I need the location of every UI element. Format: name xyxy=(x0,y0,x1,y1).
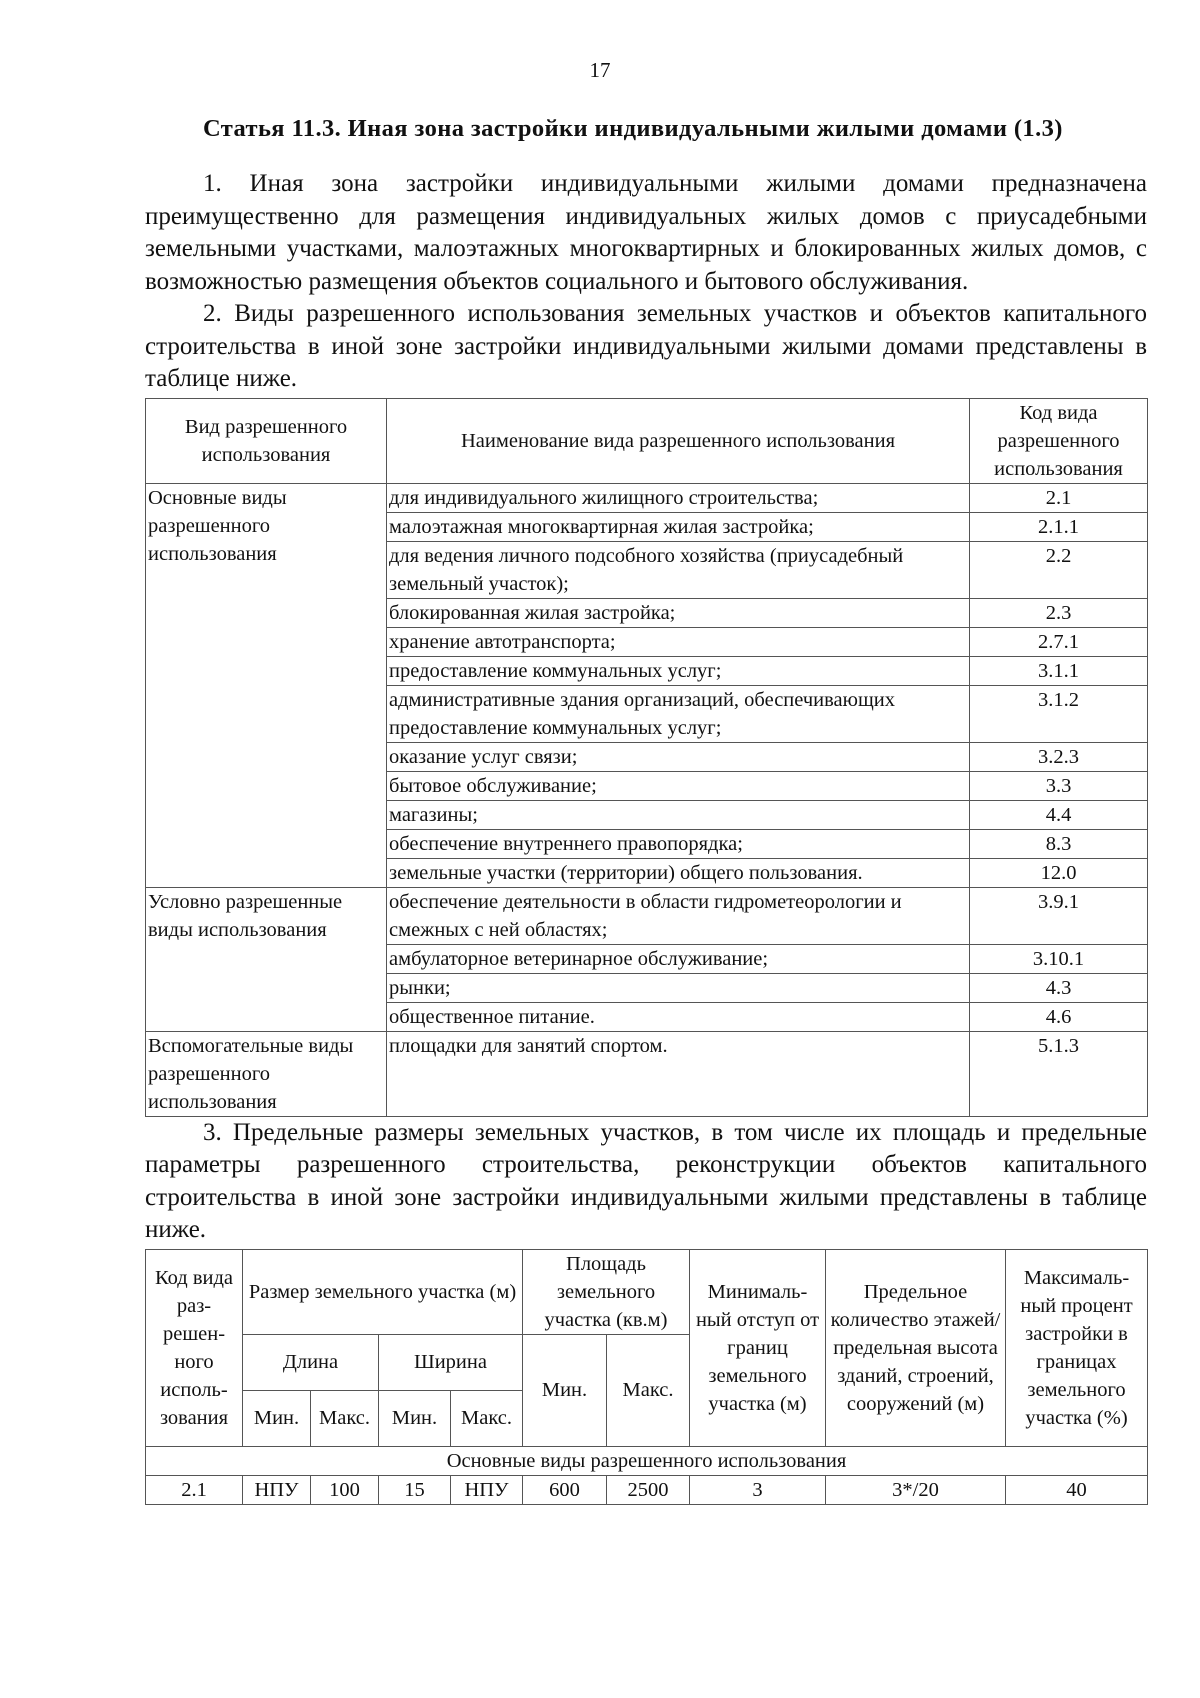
use-code: 3.10.1 xyxy=(970,944,1148,973)
use-code: 2.2 xyxy=(970,541,1148,598)
use-name: для ведения личного подсобного хозяйства (приусадебный земельный участок); xyxy=(387,541,970,598)
header-use-name: Наименование вида разрешенного использования xyxy=(387,398,970,483)
use-name: бытовое обслуживание; xyxy=(387,771,970,800)
use-name: земельные участки (территории) общего пользования. xyxy=(387,858,970,887)
header-use-type: Вид разрешенного использования xyxy=(146,398,387,483)
group-label: Основные виды разрешенного использования xyxy=(146,483,387,887)
parameters-table xyxy=(145,1249,1148,1505)
header-length-max: Макс. xyxy=(311,1390,379,1446)
use-name: оказание услуг связи; xyxy=(387,742,970,771)
use-code: 4.6 xyxy=(970,1002,1148,1031)
use-name: рынки; xyxy=(387,973,970,1002)
use-name: площадки для занятий спортом. xyxy=(387,1031,970,1116)
use-code: 4.3 xyxy=(970,973,1148,1002)
use-code: 8.3 xyxy=(970,829,1148,858)
header-area-max: Макс. xyxy=(607,1334,690,1446)
table-header-row xyxy=(146,398,1148,483)
use-code: 3.3 xyxy=(970,771,1148,800)
section-row xyxy=(146,1446,1148,1475)
article-title: Статья 11.3. Иная зона застройки индивидуальными жилыми домами (1.3) xyxy=(203,115,1063,142)
header-length: Длина xyxy=(243,1334,379,1390)
length-min: НПУ xyxy=(243,1475,311,1504)
section-label: Основные виды разрешенного использования xyxy=(146,1446,1148,1475)
header-length-min: Мин. xyxy=(243,1390,311,1446)
use-code: 3.1.2 xyxy=(970,685,1148,742)
use-name: амбулаторное ветеринарное обслуживание; xyxy=(387,944,970,973)
use-name: малоэтажная многоквартирная жилая застройка; xyxy=(387,512,970,541)
use-code: 2.1 xyxy=(970,483,1148,512)
page-number: 17 xyxy=(589,58,611,82)
header-use-code: Код вида разрешенного использования xyxy=(970,398,1148,483)
header-setback: Минималь-ный отступ от границ земельного участка (м) xyxy=(690,1249,826,1446)
header-size: Размер земельного участка (м) xyxy=(243,1249,523,1334)
max-coverage: 40 xyxy=(1006,1475,1148,1504)
use-name: хранение автотранспорта; xyxy=(387,627,970,656)
use-code: 2.1.1 xyxy=(970,512,1148,541)
use-code: 3.2.3 xyxy=(970,742,1148,771)
use-code: 2.7.1 xyxy=(970,627,1148,656)
width-min: 15 xyxy=(379,1475,451,1504)
use-code: 12.0 xyxy=(970,858,1148,887)
length-max: 100 xyxy=(311,1475,379,1504)
use-name: блокированная жилая застройка; xyxy=(387,598,970,627)
use-code: 3.9.1 xyxy=(970,887,1148,944)
width-max: НПУ xyxy=(451,1475,523,1504)
area-max: 2500 xyxy=(607,1475,690,1504)
header-coverage: Максималь-ный процент застройки в границах земельного участка (%) xyxy=(1006,1249,1148,1446)
permitted-uses-table xyxy=(145,398,1148,1117)
paragraph-1: 1. Иная зона застройки индивидуальными жилыми домами предназначена преимущественно для размещения индивидуальных жилых домов с приусадебными земельными участками, малоэтажных многоквартирных и блокированных жилых домов, с возможностью размещения объектов социального и бытового обслуживания. xyxy=(145,170,1147,295)
use-code: 5.1.3 xyxy=(970,1031,1148,1116)
header-code: Код вида раз-решен-ного исполь-зования xyxy=(146,1249,243,1446)
use-code: 2.3 xyxy=(970,598,1148,627)
use-code: 4.4 xyxy=(970,800,1148,829)
paragraph-3: 3. Предельные размеры земельных участков, в том числе их площадь и предельные параметры разрешенного строительства, реконструкции объектов капитального строительства в иной зоне застройки индивидуальными жилыми представлены в таблице ниже. xyxy=(145,1118,1147,1243)
use-name: административные здания организаций, обеспечивающих предоставление коммунальных услуг; xyxy=(387,685,970,742)
header-width-max: Макс. xyxy=(451,1390,523,1446)
group-label: Вспомогательные виды разрешенного использования xyxy=(146,1031,387,1116)
max-floors: 3*/20 xyxy=(826,1475,1006,1504)
area-min: 600 xyxy=(523,1475,607,1504)
table-row xyxy=(146,483,1148,512)
use-name: для индивидуального жилищного строительства; xyxy=(387,483,970,512)
header-width: Ширина xyxy=(379,1334,523,1390)
header-width-min: Мин. xyxy=(379,1390,451,1446)
use-code: 3.1.1 xyxy=(970,656,1148,685)
table-row xyxy=(146,1475,1148,1504)
table-row xyxy=(146,887,1148,944)
use-name: магазины; xyxy=(387,800,970,829)
header-floors: Предельное количество этажей/ предельная высота зданий, строений, сооружений (м) xyxy=(826,1249,1006,1446)
use-name: обеспечение деятельности в области гидрометеорологии и смежных с ней областях; xyxy=(387,887,970,944)
header-area-min: Мин. xyxy=(523,1334,607,1446)
table-row xyxy=(146,1031,1148,1116)
use-name: общественное питание. xyxy=(387,1002,970,1031)
use-name: обеспечение внутреннего правопорядка; xyxy=(387,829,970,858)
table-header-row xyxy=(146,1249,1148,1334)
param-code: 2.1 xyxy=(146,1475,243,1504)
use-name: предоставление коммунальных услуг; xyxy=(387,656,970,685)
header-area: Площадь земельного участка (кв.м) xyxy=(523,1249,690,1334)
group-label: Условно разрешенные виды использования xyxy=(146,887,387,1031)
paragraph-2: 2. Виды разрешенного использования земельных участков и объектов капитального строительства в иной зоне застройки индивидуальными жилыми домами представлены в таблице ниже. xyxy=(145,300,1147,392)
document-body xyxy=(145,112,1147,1505)
min-setback: 3 xyxy=(690,1475,826,1504)
